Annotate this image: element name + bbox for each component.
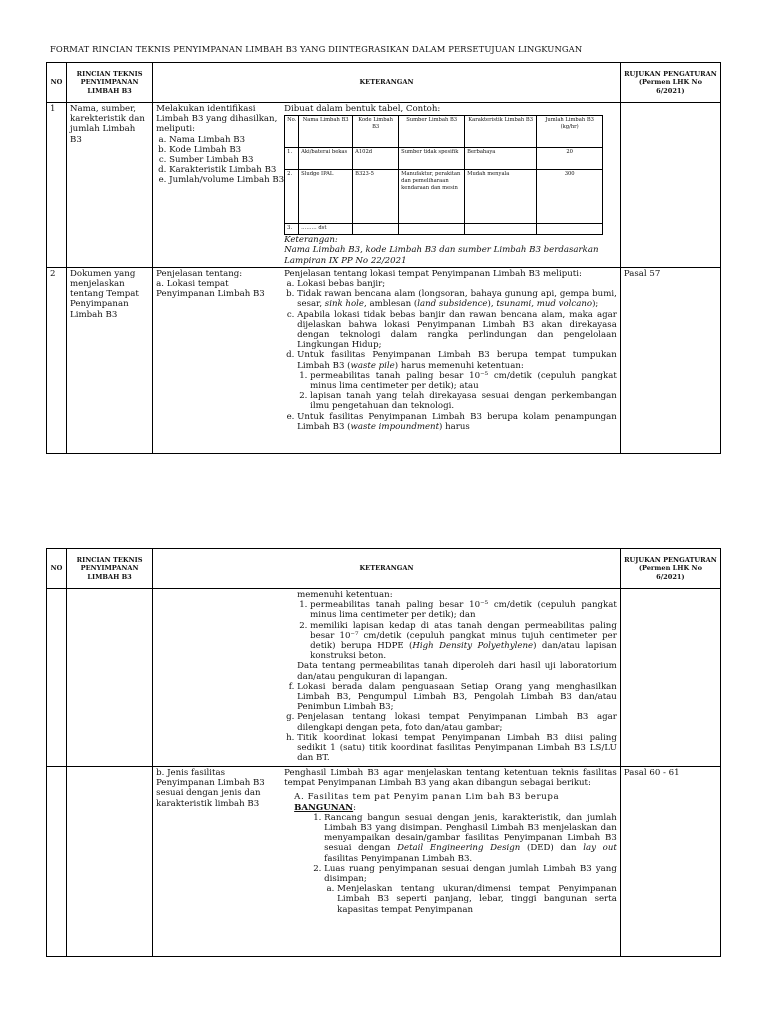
list-item: c. Apabila lokasi tidak bebas banjir dan rawan bencana alam, maka agar dijelaskan bahwa lokasi Penyimpanan Limbah B3 akan direkayasa dengan teknologi dalam rangka perlindungan dan pengelolaan Lingkungan Hidup; <box>297 310 617 351</box>
header-rincian: RINCIAN TEKNIS PENYIMPANAN LIMBAH B3 <box>67 63 153 103</box>
list-item: c. Sumber Limbah B3 <box>169 155 284 165</box>
document-title: FORMAT RINCIAN TEKNIS PENYIMPANAN LIMBAH B3 YANG DIINTEGRASIKAN DALAM PERSETUJUAN LINGKUNGAN <box>50 44 583 54</box>
example-cell <box>353 224 399 235</box>
list-item: b. Kode Limbah B3 <box>169 145 284 155</box>
example-table-block <box>284 104 617 266</box>
example-table-row <box>285 148 603 170</box>
list-item: f. Lokasi berada dalam penguasaan Setiap Orang yang menghasilkan Limbah B3, Pengumpul Limbah B3, Pengolah Limbah B3 dan/atau Penimbun Limbah B3; <box>297 682 617 713</box>
text-span: Luas ruang penyimpanan sesuai dengan jumlah Limbah B3 yang disimpan; <box>324 863 617 885</box>
example-header-cell: No. <box>285 116 299 148</box>
example-cell <box>537 224 603 235</box>
row-number <box>47 767 67 957</box>
rujukan-cell <box>620 589 720 767</box>
example-cell <box>399 224 465 235</box>
list-item: a. Nama Limbah B3 <box>169 135 284 145</box>
example-cell <box>465 224 537 235</box>
text-span: (DED) dan <box>520 843 584 854</box>
example-table-row <box>285 170 603 224</box>
header-keterangan: KETERANGAN <box>153 63 621 103</box>
example-header-cell: Sumber Limbah B3 <box>399 116 465 148</box>
header-rujukan: RUJUKAN PENGATURAN (Permen LHK No 6/2021) <box>620 63 720 103</box>
example-table-row <box>285 224 603 235</box>
text-span: ); <box>592 299 599 310</box>
table-header-row <box>47 549 721 589</box>
table-row <box>47 267 721 453</box>
permeability-note: Data tentang permeabilitas tanah diperoleh dari hasil uji laboratorium dan/atau pengukuran di lapangan. <box>297 661 617 682</box>
text-span: fasilitas Penyimpanan Limbah B3. <box>324 853 473 864</box>
row-number: 2 <box>47 267 67 453</box>
header-no: NO <box>47 63 67 103</box>
facility-details <box>284 768 617 915</box>
table-row <box>47 589 721 767</box>
location-requirements <box>284 279 617 432</box>
text-span: Untuk fasilitas Penyimpanan Limbah B3 berupa kolam penampungan Limbah B3 ( <box>297 411 617 432</box>
text-span: sink hole <box>324 299 364 310</box>
location-requirements <box>284 682 617 764</box>
keterangan-cell <box>153 267 621 453</box>
keterangan-cell <box>153 767 621 957</box>
text-span: memiliki lapisan kedap di atas tanah dengan permeabilitas paling besar 10⁻⁷ cm/detik (cepuluh pangkat minus tujuh centimeter per detik) berupa HDPE ( <box>310 620 617 652</box>
list-item <box>324 813 617 864</box>
example-table-header <box>285 116 603 148</box>
list-item: e. Jumlah/volume Limbah B3 <box>169 175 284 185</box>
location-item-a: a. Lokasi tempat Penyimpanan Limbah B3 <box>156 279 265 300</box>
text-span: Untuk fasilitas Penyimpanan Limbah B3 berupa tempat tumpukan Limbah B3 ( <box>297 350 617 371</box>
example-cell: Manufaktur, perakitan dan pemeliharaan kendaraan dan mesin <box>399 170 465 224</box>
header-keterangan: KETERANGAN <box>153 549 621 589</box>
text-span: ), <box>487 299 497 310</box>
list-item <box>310 621 617 662</box>
text-span: Detail Engineering Design <box>397 843 521 854</box>
table-row <box>47 103 721 268</box>
example-cell: Sludge IPAL <box>299 170 353 224</box>
continuation-intro: memenuhi ketentuan: <box>297 590 393 600</box>
example-header-cell: Nama Limbah B3 <box>299 116 353 148</box>
example-cell: 2. <box>285 170 299 224</box>
example-note-label: Keterangan: <box>284 235 338 246</box>
example-cell: B323-5 <box>353 170 399 224</box>
list-item <box>297 350 617 411</box>
list-item <box>297 412 617 432</box>
identification-intro: Melakukan identifikasi Limbah B3 yang dihasilkan, meliputi: <box>156 104 278 135</box>
list-item: a. Menjelaskan tentang ukuran/dimensi tempat Penyimpanan Limbah B3 seperti panjang, lebar, tinggi bangunan serta kapasitas tempat Penyimpanan <box>337 884 617 915</box>
identification-list <box>156 104 284 266</box>
example-header-cell: Karakteristik Limbah B3 <box>465 116 537 148</box>
table-row <box>47 767 721 957</box>
example-header-cell: Jumlah Limbah B3 (kg/hr) <box>537 116 603 148</box>
example-cell: Sumber tidak spesifik <box>399 148 465 170</box>
rujukan-cell: Pasal 60 - 61 <box>620 767 720 957</box>
example-cell: 300 <box>537 170 603 224</box>
text-span: tsunami, mud volcano <box>496 299 593 310</box>
location-intro: Penjelasan tentang: <box>156 268 243 279</box>
example-cell: Mudah menyala <box>465 170 537 224</box>
list-item: 1. permeabilitas tanah paling besar 10⁻⁵ cm/detik (cepuluh pangkat minus lima centimeter per detik); atau <box>310 371 617 391</box>
row-number <box>47 589 67 767</box>
header-rincian: RINCIAN TEKNIS PENYIMPANAN LIMBAH B3 <box>67 549 153 589</box>
sub-list <box>297 600 617 661</box>
location-summary <box>156 269 284 432</box>
identification-items <box>156 135 284 186</box>
sub-list <box>324 884 617 915</box>
example-cell: Aki/baterai bekas <box>299 148 353 170</box>
keterangan-cell <box>153 589 621 767</box>
text-span: : <box>353 802 357 813</box>
rincian-cell <box>67 767 153 957</box>
technical-details-table-page-2 <box>46 548 721 957</box>
list-item: g. Penjelasan tentang lokasi tempat Penyimpanan Limbah B3 agar dilengkapi dengan peta, foto dan/atau gambar; <box>297 712 617 732</box>
table-header-row <box>47 63 721 103</box>
example-header-cell: Kode Limbah B3 <box>353 116 399 148</box>
example-cell: A102d <box>353 148 399 170</box>
sub-list <box>297 371 617 412</box>
text-span: land subsidence <box>417 299 488 310</box>
example-cell: 3. <box>285 224 299 235</box>
text-span: Rancang bangun sesuai dengan jenis, karakteristik, dan jumlah Limbah B3 yang disimpan. Penghasil Limbah B3 menjelaskan dan menyampaikan desain/gambar fasilitas Penyimpanan Limbah B3 sesuai dengan <box>324 812 617 854</box>
example-intro: Dibuat dalam bentuk tabel, Contoh: <box>284 104 441 114</box>
location-details-intro: Penjelasan tentang lokasi tempat Penyimpanan Limbah B3 meliputi: <box>284 268 582 279</box>
text-span: , amblesan ( <box>363 299 418 310</box>
list-item: a. Lokasi bebas banjir; <box>297 279 617 289</box>
facility-type-label: b. Jenis fasilitas Penyimpanan Limbah B3 sesuai dengan jenis dan karakteristik limbah B3 <box>156 768 265 809</box>
section-a-label: BANGUNAN <box>294 802 354 813</box>
list-item: h. Titik koordinat lokasi tempat Penyimpanan Limbah B3 diisi paling sedikit 1 (satu) titik koordinat fasilitas Penyimpanan Limbah B3 LS/LU dan BT. <box>297 733 617 764</box>
example-cell: Berbahaya <box>465 148 537 170</box>
header-no: NO <box>47 549 67 589</box>
example-note-text: Nama Limbah B3, kode Limbah B3 dan sumber Limbah B3 berdasarkan Lampiran IX PP No 22/2021 <box>284 245 599 266</box>
text-span: lay out <box>583 843 617 854</box>
rujukan-cell <box>620 103 720 268</box>
text-span: ) harus memenuhi ketentuan: <box>394 360 524 371</box>
text-span: Tidak rawan bencana alam (longsoran, bahaya gunung api, gempa bumi, sesar, <box>297 289 617 310</box>
text-span: ) harus <box>439 421 470 432</box>
keterangan-cell <box>153 103 621 268</box>
example-cell: 20 <box>537 148 603 170</box>
technical-details-table-page-1 <box>46 62 721 454</box>
example-cell: ……… dst <box>299 224 353 235</box>
header-rujukan: RUJUKAN PENGATURAN (Permen LHK No 6/2021) <box>620 549 720 589</box>
list-item <box>324 864 617 915</box>
rincian-cell <box>67 589 153 767</box>
text-span: waste impoundment <box>350 421 440 432</box>
empty-left-column <box>156 590 284 763</box>
example-cell: 1. <box>285 148 299 170</box>
text-span: waste pile <box>350 360 395 371</box>
text-span: ) dan/atau lapisan konstruksi beton. <box>310 641 617 662</box>
facility-intro: Penghasil Limbah B3 agar menjelaskan tentang ketentuan teknis fasilitas tempat Penyimpanan Limbah B3 yang akan dibangun sebagai berikut: <box>284 768 617 789</box>
example-table <box>284 115 603 235</box>
row-number: 1 <box>47 103 67 268</box>
list-item: 2. lapisan tanah yang telah direkayasa sesuai dengan perkembangan ilmu pengetahuan dan teknologi. <box>310 391 617 411</box>
building-requirements <box>284 813 617 915</box>
rincian-cell: Dokumen yang menjelaskan tentang Tempat Penyimpanan Limbah B3 <box>67 267 153 453</box>
list-item: d. Karakteristik Limbah B3 <box>169 165 284 175</box>
list-item: 1. permeabilitas tanah paling besar 10⁻⁵ cm/detik (cepuluh pangkat minus lima centimeter per detik); dan <box>310 600 617 620</box>
rincian-cell: Nama, sumber, karekteristik dan jumlah Limbah B3 <box>67 103 153 268</box>
location-details <box>284 269 617 432</box>
text-span: High Density Polyethylene <box>412 641 534 652</box>
section-a-title: A. Fasilitas tem pat Penyim panan Lim bah B3 berupa <box>294 792 560 803</box>
rujukan-cell: Pasal 57 <box>620 267 720 453</box>
continuation-details <box>284 590 617 763</box>
list-item <box>297 289 617 309</box>
